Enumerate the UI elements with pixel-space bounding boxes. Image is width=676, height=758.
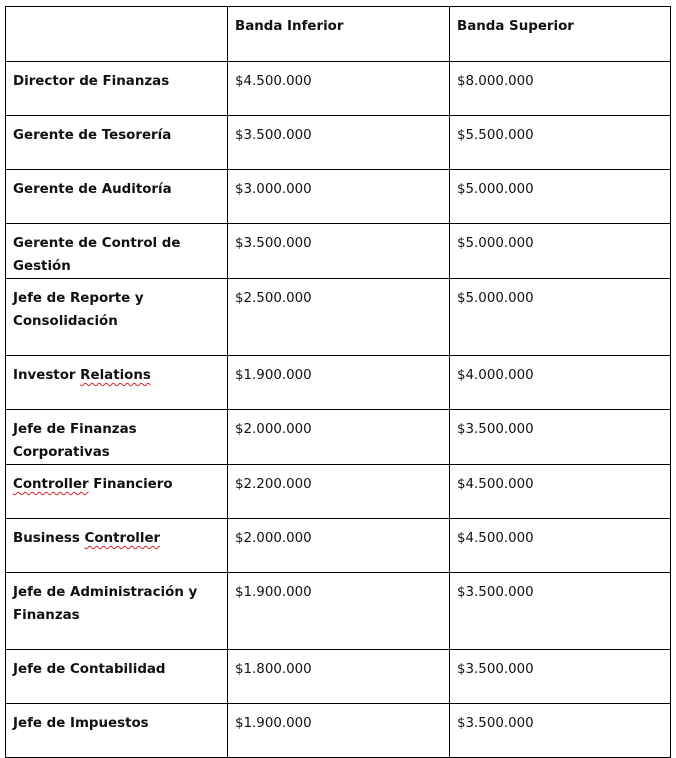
role-cell: Jefe de Contabilidad: [6, 650, 228, 704]
lower-band-cell: $3.000.000: [228, 170, 450, 224]
spellcheck-flagged-word: Controller: [84, 531, 161, 546]
table-row: [6, 356, 671, 410]
role-cell: [6, 356, 228, 410]
header-cell-upper-band: Banda Superior: [450, 7, 671, 62]
role-line-2: Consolidación: [13, 314, 118, 329]
upper-band-cell: $3.500.000: [450, 410, 671, 465]
table-row: [6, 224, 671, 279]
header-cell-empty: [6, 7, 228, 62]
spellcheck-flagged-word: Relations: [80, 368, 151, 383]
table-header-row: [6, 7, 671, 62]
role-cell: Gerente de Tesorería: [6, 116, 228, 170]
role-cell: Gerente de Auditoría: [6, 170, 228, 224]
lower-band-cell: $2.500.000: [228, 279, 450, 356]
role-cell: [6, 519, 228, 573]
lower-band-cell: $1.800.000: [228, 650, 450, 704]
header-cell-lower-band: Banda Inferior: [228, 7, 450, 62]
table-row: [6, 704, 671, 758]
lower-band-cell: $1.900.000: [228, 704, 450, 758]
upper-band-cell: $4.500.000: [450, 465, 671, 519]
role-text: Investor: [13, 368, 81, 383]
table-row: [6, 62, 671, 116]
upper-band-cell: $5.500.000: [450, 116, 671, 170]
lower-band-cell: $3.500.000: [228, 224, 450, 279]
lower-band-cell: $1.900.000: [228, 356, 450, 410]
role-cell: [6, 573, 228, 650]
role-line-1: Jefe de Reporte y: [13, 291, 144, 306]
lower-band-cell: $2.200.000: [228, 465, 450, 519]
upper-band-cell: $4.000.000: [450, 356, 671, 410]
table-row: [6, 170, 671, 224]
role-cell: Director de Finanzas: [6, 62, 228, 116]
table-row: [6, 279, 671, 356]
upper-band-cell: $3.500.000: [450, 650, 671, 704]
upper-band-cell: $5.000.000: [450, 224, 671, 279]
role-text: Business: [13, 531, 85, 546]
role-text: Financiero: [88, 477, 173, 492]
upper-band-cell: $5.000.000: [450, 170, 671, 224]
lower-band-cell: $2.000.000: [228, 410, 450, 465]
role-line-2: Finanzas: [13, 608, 80, 623]
upper-band-cell: $5.000.000: [450, 279, 671, 356]
spellcheck-flagged-word: Controller: [13, 477, 89, 492]
table-row: [6, 116, 671, 170]
table-row: [6, 410, 671, 465]
table-row: [6, 519, 671, 573]
lower-band-cell: $2.000.000: [228, 519, 450, 573]
role-cell: Gerente de Control de Gestión: [6, 224, 228, 279]
role-cell: [6, 465, 228, 519]
table-row: [6, 465, 671, 519]
table-row: [6, 650, 671, 704]
lower-band-cell: $3.500.000: [228, 116, 450, 170]
upper-band-cell: $3.500.000: [450, 573, 671, 650]
role-line-1: Jefe de Administración y: [13, 585, 198, 600]
upper-band-cell: $8.000.000: [450, 62, 671, 116]
lower-band-cell: $4.500.000: [228, 62, 450, 116]
role-cell: Jefe de Finanzas Corporativas: [6, 410, 228, 465]
role-cell: [6, 279, 228, 356]
lower-band-cell: $1.900.000: [228, 573, 450, 650]
salary-band-table: [5, 6, 671, 758]
role-cell: Jefe de Impuestos: [6, 704, 228, 758]
upper-band-cell: $3.500.000: [450, 704, 671, 758]
table-row: [6, 573, 671, 650]
upper-band-cell: $4.500.000: [450, 519, 671, 573]
